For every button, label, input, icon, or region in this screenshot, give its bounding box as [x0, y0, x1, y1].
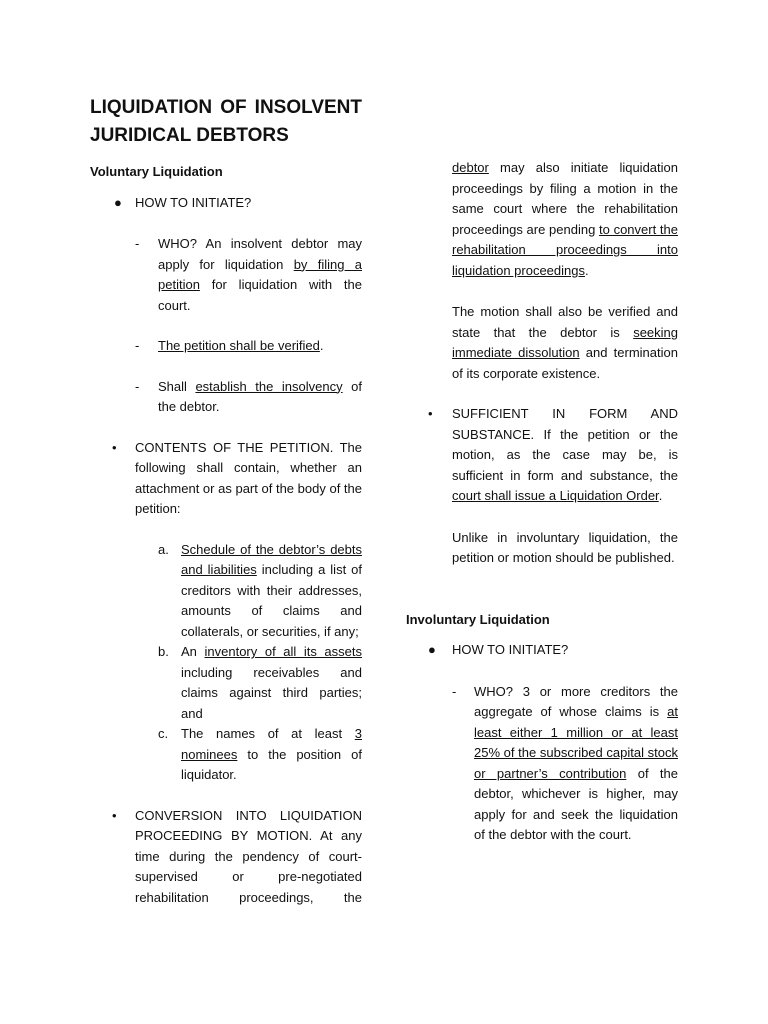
conversion-text: CONVERSION INTO LIQUIDATION PROCEEDING BY MOTION. At any time during the pendency of court-supervised or pre-negotiated rehabilitation proceedings, the [135, 807, 362, 905]
title-line-2: JURIDICAL DEBTORS [90, 125, 289, 146]
sufficient-end: . [658, 488, 663, 503]
alpha-marker: c. [158, 726, 169, 741]
dash-marker: - [452, 683, 457, 699]
verified-underlined: The petition shall be verified [158, 338, 320, 353]
document-title [90, 94, 362, 150]
motion-text-end: and termination of its corporate existence. [452, 345, 678, 381]
voluntary-heading: Voluntary Liquidation [90, 164, 223, 179]
conversion-continued-text: may also initiate liquidation proceedings by filing a motion in the same court where the rehabilitation proceedings are pending [452, 160, 678, 237]
dash-marker: - [135, 338, 140, 353]
creditors-text-end: of the debtor, whichever is higher, may apply for and seek the liquidation of the debtor with the court. [474, 765, 678, 842]
verified-end: . [319, 338, 324, 353]
dissolution-underlined: seeking immediate dissolution [452, 324, 678, 360]
conversion-continued [406, 158, 678, 281]
dash-marker: - [135, 378, 140, 394]
item-a-text: including a list of creditors with their addresses, amounts of claims and collaterals, or securities, if any; [181, 562, 362, 639]
establish-text-end: of the debtor. [158, 378, 362, 414]
establish-text: Shall [158, 378, 196, 394]
bullet-dot: ● [114, 194, 122, 210]
alpha-marker: a. [158, 541, 169, 557]
item-c-text-end: to the position of liquidator. [181, 746, 362, 782]
motion-paragraph [406, 302, 678, 384]
contents-text: CONTENTS OF THE PETITION. The following shall contain, whether an attachment or as part of the body of the petition: [135, 439, 362, 516]
establish-underlined: establish the insolvency [195, 378, 343, 394]
bullet-how-to-initiate [90, 193, 362, 214]
bullet-dot: • [428, 406, 433, 421]
dash-item-who-involuntary [406, 682, 678, 846]
alpha-item-b [90, 642, 362, 724]
sufficient-text: SUFFICIENT IN FORM AND SUBSTANCE. If the petition or the motion, as the case may be, is sufficient in form and substance, the [452, 406, 678, 483]
bullet-conversion [90, 806, 362, 909]
liquidation-order-underlined: court shall issue a Liquidation Order [452, 488, 659, 503]
how-to-initiate-text: HOW TO INITIATE? [135, 194, 252, 210]
bullet-contents [90, 438, 362, 520]
bullet-how-to-initiate-involuntary [406, 640, 678, 661]
dash-item-verified [90, 336, 362, 357]
right-column [406, 158, 678, 846]
item-b-text-end: including receivables and claims against third parties; and [181, 664, 362, 721]
convert-underlined: to convert the rehabilitation proceedings into liquidation proceedings [452, 221, 678, 278]
bullet-dot: • [112, 439, 117, 455]
left-column [90, 94, 362, 908]
involuntary-heading: Involuntary Liquidation [406, 611, 550, 627]
item-b-text: An [181, 644, 205, 659]
alpha-item-c [90, 724, 362, 786]
title-line-1: LIQUIDATION OF INSOLVENT [90, 97, 362, 118]
dash-marker: - [135, 236, 140, 251]
how-to-initiate-text: HOW TO INITIATE? [452, 642, 569, 657]
creditors-text: WHO? 3 or more creditors the aggregate of whose claims is [474, 683, 678, 719]
alpha-marker: b. [158, 644, 169, 659]
bullet-dot: ● [428, 642, 436, 657]
conversion-continued-end: . [584, 262, 589, 278]
motion-text: The motion shall also be verified and state that the debtor is [452, 304, 678, 340]
bullet-sufficient [406, 404, 678, 507]
item-c-text: The names of at least [181, 726, 355, 741]
alpha-item-a [90, 540, 362, 643]
bullet-dot: • [112, 807, 117, 823]
debtor-underlined: debtor [452, 160, 489, 175]
dash-item-establish [90, 377, 362, 418]
dash-item-who [90, 234, 362, 316]
item-c-underlined: 3 nominees [181, 726, 362, 762]
item-b-underlined: inventory of all its assets [204, 644, 363, 659]
who-underlined: by filing a petition [158, 256, 362, 292]
item-a-underlined: Schedule of the debtor’s debts and liabilities [181, 541, 362, 577]
threshold-underlined: at least either 1 million or at least 25% of the subscribed capital stock or partner’s contribution [474, 704, 678, 781]
unlike-paragraph: Unlike in involuntary liquidation, the petition or motion should be published. [452, 529, 678, 565]
who-text: WHO? An insolvent debtor may apply for liquidation [158, 236, 362, 272]
who-text-end: for liquidation with the court. [158, 277, 362, 313]
